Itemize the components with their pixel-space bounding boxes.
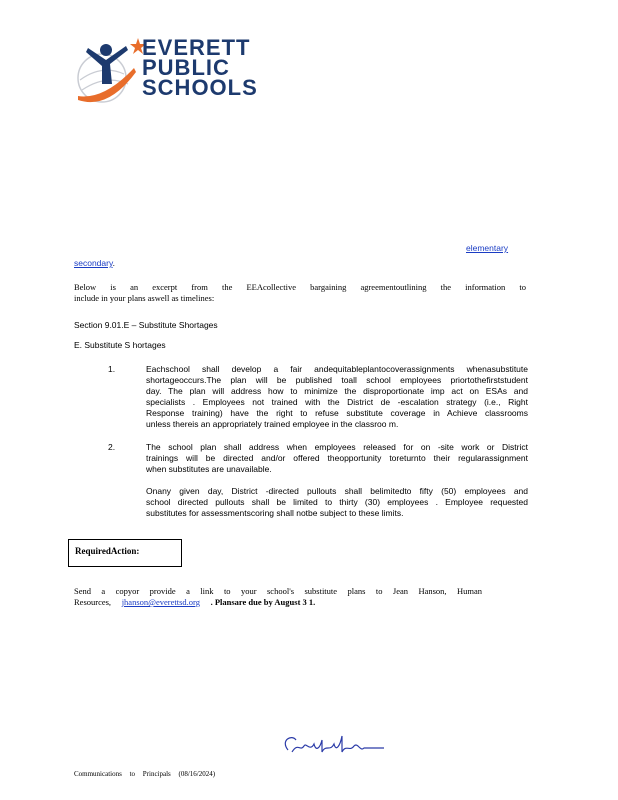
item-2-p2-line: school directed pullouts shall be limited to thirty (30) employees . Employee requested xyxy=(146,497,528,507)
required-action-box xyxy=(68,539,182,567)
intro-line-1: Below is an excerpt from the EEAcollective bargaining agreementoutlining the information to xyxy=(74,282,526,292)
logo-line-2: PUBLIC xyxy=(142,55,230,80)
item-1-text xyxy=(146,364,528,430)
logo-line-3: SCHOOLS xyxy=(142,75,258,100)
item-1-line: specialists . Employees not trained with the District de -escalation strategy (i.e., Right xyxy=(146,397,528,407)
item-1-line: Eachschool shall develop a fair andequitableplantocoverassignments whenasubstitute xyxy=(146,364,528,374)
signature-graphic xyxy=(278,730,388,760)
logo-wordmark xyxy=(142,35,258,100)
secondary-link[interactable]: secondary xyxy=(74,258,113,268)
item-1-line: shortageoccurs.The plan will be published toall school employees priortothefirststudent xyxy=(146,375,528,385)
item-2-line: trainings will be directed and/or offered theopportunity toreturnto their regularassignment xyxy=(146,453,528,463)
item-2-number: 2. xyxy=(108,442,116,452)
intro-line-2: include in your plans aswell as timelines: xyxy=(74,293,215,303)
item-1-line: day. The plan will address how to minimize the disproportionate imp act on ESAs and xyxy=(146,386,528,396)
footer: Communications to Principals (08/16/2024) xyxy=(74,770,216,778)
item-2-paragraph-2 xyxy=(146,486,528,519)
item-2-text xyxy=(146,442,528,475)
logo-line-1: EVERETT xyxy=(142,35,251,60)
district-logo xyxy=(72,34,258,110)
runner-star-icon xyxy=(72,34,148,110)
send-line-2 xyxy=(74,597,482,608)
item-2-line: The school plan shall address when employees released for on -site work or District xyxy=(146,442,528,452)
signature xyxy=(278,730,388,760)
item-2-p2-line: Onany given day, District -directed pullouts shall belimitedto fifty (50) employees and xyxy=(146,486,528,496)
item-1-line: unless thereis an appropriately trained employee in the classroo m. xyxy=(146,419,399,429)
item-1-line: Response training) have the right to refuse substitute coverage in Achieve classrooms xyxy=(146,408,528,418)
item-2-line: when substitutes are unavailable. xyxy=(146,464,272,474)
elementary-link[interactable]: elementary xyxy=(466,243,509,253)
item-1-number: 1. xyxy=(108,364,116,374)
required-action-label: RequiredAction: xyxy=(75,546,140,556)
send-deadline: . Plansare due by August 3 1. xyxy=(210,597,316,607)
section-subheading: E. Substitute S hortages xyxy=(74,340,166,350)
send-instructions xyxy=(74,586,482,608)
section-heading: Section 9.01.E – Substitute Shortages xyxy=(74,320,218,330)
send-line-1: Send a copyor provide a link to your school's substitute plans to Jean Hanson, Human xyxy=(74,586,482,596)
intro-paragraph xyxy=(74,282,526,304)
send-line-2-prefix: Resources, xyxy=(74,597,112,607)
secondary-link-period: . xyxy=(112,258,115,268)
email-link[interactable]: jhanson@everettsd.org xyxy=(121,597,200,607)
item-2-p2-line: substitutes for assessmentscoring shall notbe subject to these limits. xyxy=(146,508,404,518)
